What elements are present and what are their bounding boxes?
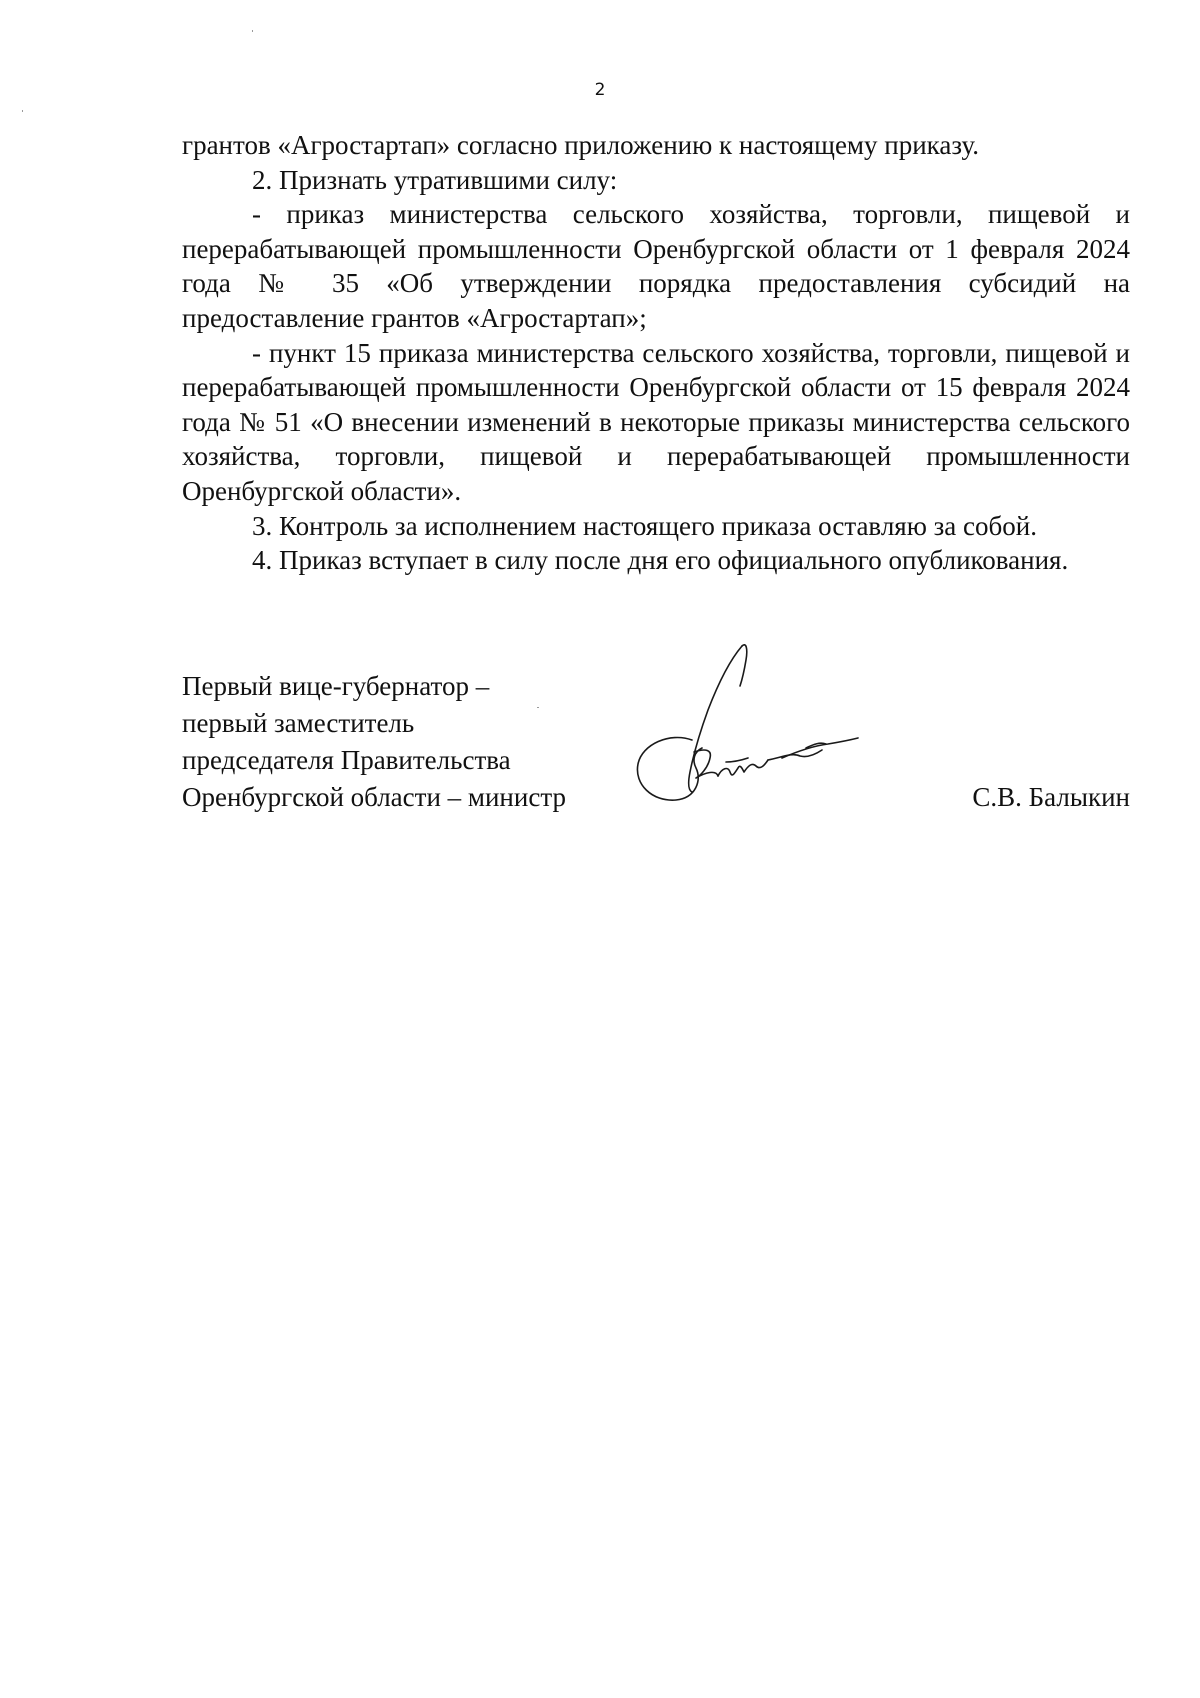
- paragraph-repealed-order-35: - приказ министерства сельского хозяйства, торговли, пищевой и перерабатывающей промышленности Оренбургской области от 1 февраля 2024 года № 35 «Об утверждении порядка предоставления субсидий на предоставление грантов «Агростартап»;: [182, 199, 1130, 333]
- scan-artifact: [537, 707, 539, 708]
- document-body: [182, 128, 1130, 578]
- paragraph-item-4: 4. Приказ вступает в силу после дня его официального опубликования.: [252, 545, 1069, 576]
- position-line: Первый вице-губернатор –: [182, 671, 490, 701]
- paragraph-repealed-order-51: - пункт 15 приказа министерства сельского хозяйства, торговли, пищевой и перерабатывающей промышленности Оренбургской области от 15 февраля 2024 года № 51 «О внесении изменений в некоторые приказы министерства сельского хозяйства, торговли, пищевой и перерабатывающей промышленности Оренбургской области».: [182, 337, 1130, 506]
- scan-artifact: [22, 110, 23, 112]
- page-number: 2: [594, 80, 606, 100]
- paragraph-continuation: грантов «Агростартап» согласно приложению к настоящему приказу.: [182, 130, 980, 160]
- handwritten-signature: [630, 640, 890, 820]
- paragraph-item-2: 2. Признать утратившими силу:: [252, 164, 618, 195]
- paragraph-item-3: 3. Контроль за исполнением настоящего приказа оставляю за собой.: [252, 510, 1037, 541]
- signatory-name: С.В. Балыкин: [972, 782, 1130, 812]
- position-line: Оренбургской области – министр: [182, 782, 566, 812]
- scan-artifact: [252, 30, 253, 32]
- position-line: первый заместитель: [182, 708, 415, 738]
- position-line: председателя Правительства: [182, 745, 511, 775]
- signatory-position: [182, 668, 566, 816]
